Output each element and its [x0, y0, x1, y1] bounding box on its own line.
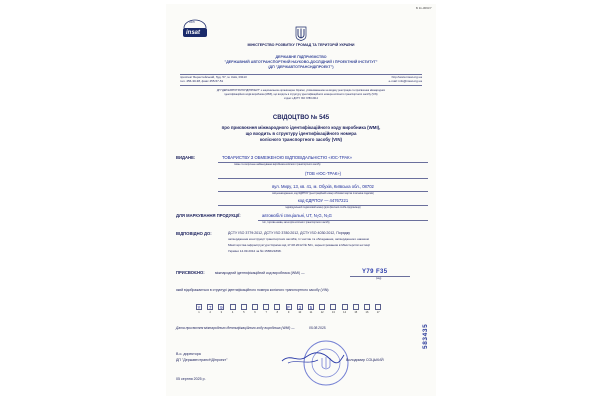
vin-position-number: 11 [309, 311, 313, 314]
contact-phone: тел. 456-30-38, факс 455-57-51 [180, 79, 224, 83]
marking-value: автомобілі спеціальні, UT, N₂G, N₃G [262, 213, 332, 218]
vin-caption: який відображається в структурі ідентифікаційного номера колісного транспортного засобу (VIN): [176, 288, 330, 292]
marking-caption: тип, торгова назва, категорія колісного транспортного засобу [262, 221, 330, 224]
contact-website: http://www.insat.org.ua [391, 75, 422, 79]
logo-main-text: insat [186, 29, 201, 36]
serial-number: 583435 [422, 323, 429, 349]
org-line-1: ДЕРЖАВНЕ ПІДПРИЄМСТВО [275, 55, 327, 59]
vin-char-box [342, 304, 348, 310]
issued-label: ВИДАНЕ: [176, 155, 196, 160]
vin-char-box [230, 304, 236, 310]
vin-char-box: F [287, 305, 290, 310]
issued-short-name: (ТОВ «ЮС-ТРАК») [305, 171, 341, 176]
contacts-divider [180, 85, 422, 86]
assigned-text: міжнародний ідентифікаційний код виробника (WMI) — [215, 271, 305, 275]
conformity-line-1: ДСТУ ISO 3779:2012, ДСТУ ISO 3780:2012, ДСТУ ISO 4030:2012, Порядку [228, 231, 351, 235]
vin-position-number: 5 [243, 311, 245, 314]
issued-edrpou-caption: індивідуальний податковий номер (для фізичної особи-підприємця) [285, 206, 361, 209]
marking-label: ДЛЯ МАРКУВАННЯ ПРОДУКЦІЇ: [176, 213, 241, 218]
vin-position-number: 10 [298, 311, 302, 314]
vin-char-box [274, 304, 280, 310]
vin-char-box [353, 304, 359, 310]
vin-char-box [319, 304, 325, 310]
vin-position-number: 15 [354, 311, 358, 314]
vin-position-number: 1 [198, 311, 200, 314]
assignment-date-text: Дата присвоєння міжнародного ідентифікаційного коду виробника (WMI) — [176, 326, 295, 330]
vin-char-box: 3 [298, 305, 302, 310]
conformity-line-3: Міністерства інфраструктури України від 17.08.2012 № 521, зареєстрованим в Міністерстві юстиції [228, 243, 370, 247]
insat-logo [180, 17, 210, 41]
conformity-line-2: затвердження конструкції транспортних засобів, їх частин та обладнання, затвердженого наказом [228, 237, 369, 241]
vin-char-box [263, 304, 269, 310]
wmi-code: Y79 F35 [362, 269, 388, 275]
contact-address: проспект Берестейський, буд. 57, м. Київ, 03113 [180, 75, 247, 79]
org-line-2: "ДЕРЖАВНИЙ АВТОТРАНСПОРТНИЙ НАУКОВО-ДОСЛІДНИЙ І ПРОЕКТНИЙ ІНСТИТУТ" [224, 60, 378, 64]
vin-char-box: 7 [208, 305, 212, 310]
intro-line-2: ідентифікаційних кодів виробника (WMI), що входять в структуру ідентифікаційного номера колісного транспортного засобу (VIN) [224, 93, 378, 96]
conformity-line-4: України 14.09.2012 за № 1586/21898. [228, 249, 282, 253]
issued-name-caption: повне та скорочене найменування виробника колісного транспортного засобу [234, 163, 321, 166]
signatory-role-2: ДП "ДержавтотрансНДІпроект" [176, 358, 228, 362]
assignment-date-value: 05.08.2025. [309, 326, 327, 330]
vin-position-number: 12 [320, 311, 324, 314]
vin-position-number: 13 [331, 311, 335, 314]
vin-char-box [375, 304, 381, 310]
signature-graphic [278, 347, 346, 367]
issued-address-caption: місцезнаходження, код ЄДРПОУ (реєстраційний номер облікової картки платника податків) [272, 192, 374, 195]
signatory-name: Володимир СОЦЬКИЙ [346, 358, 384, 362]
logo-top-text: UATI [189, 21, 195, 24]
assigned-label: ПРИСВОЄНО: [176, 270, 205, 275]
vin-char-box: 5 [309, 305, 313, 310]
subtitle-line-3: колісного транспортного засобу (VIN) [260, 137, 342, 142]
vin-position-number: 14 [343, 311, 347, 314]
vin-position-number: 3 [220, 311, 223, 314]
vin-char-box: 9 [220, 305, 223, 310]
certificate-document [166, 4, 436, 396]
vin-char-box [330, 304, 336, 310]
intro-line-1: ДП "ДЕРЖАВТОТРАНСНДІПРОЕКТ" є національною організацією України, уповноваженою на видачу реєстрацію та присвоєння міжнародних [216, 89, 386, 92]
vin-position-number: 2 [209, 311, 211, 314]
certificate-title: СВІДОЦТВО № 545 [272, 115, 330, 121]
trident-emblem [295, 26, 307, 41]
vin-char-box [252, 304, 258, 310]
vin-position-number: 4 [231, 311, 234, 314]
issue-date: 05 серпня 2025 р. [176, 377, 206, 381]
vin-char-box: Y [197, 305, 201, 310]
vin-position-number: 7 [265, 311, 267, 314]
issued-short-underline [218, 178, 428, 179]
signatory-role-1: В.о. директора [176, 352, 201, 356]
issued-address: вул. Миру, 13, кв. 41, м. Обухів, Київська обл., 08702 [272, 184, 374, 189]
vin-position-number: 6 [254, 311, 256, 314]
subtitle-line-1: про присвоєння міжнародного ідентифікаційного коду виробника (WMI), [221, 125, 381, 130]
vin-position-number: 8 [276, 311, 279, 314]
org-line-3: (ДП "ДЕРЖАВТОТРАНСНДІПРОЕКТ") [268, 65, 334, 69]
director-signature [278, 347, 346, 367]
ministry-title: МІНІСТЕРСТВО РОЗВИТКУ ГРОМАД ТА ТЕРИТОРІЙ УКРАЇНИ [247, 43, 355, 47]
wmi-code-caption: (код) [376, 277, 382, 280]
vin-char-box [364, 304, 370, 310]
vin-structure [196, 304, 396, 316]
intro-line-3: згідно з ДСТУ ISO 3780:2012 [283, 97, 319, 100]
vin-position-number: 17 [376, 311, 380, 314]
vin-position-number: 9 [287, 311, 290, 314]
form-code: Б 11-3063 Г [415, 6, 432, 10]
trident-icon [295, 26, 307, 41]
issued-edrpou: код ЄДРПОУ — 44767221 [297, 198, 349, 203]
conformity-label: ВІДПОВІДНО ДО: [176, 231, 212, 236]
vin-char-box [241, 304, 247, 310]
contact-email: e-mail: info@insat.org.ua [388, 79, 422, 83]
vin-position-number: 16 [365, 311, 369, 314]
subtitle-line-2: що входить в структуру ідентифікаційного номера [245, 131, 357, 136]
issued-name: ТОВАРИСТВУ З ОБМЕЖЕНОЮ ВІДПОВІДАЛЬНІСТЮ «ЮС-ТРАК» [222, 155, 352, 160]
